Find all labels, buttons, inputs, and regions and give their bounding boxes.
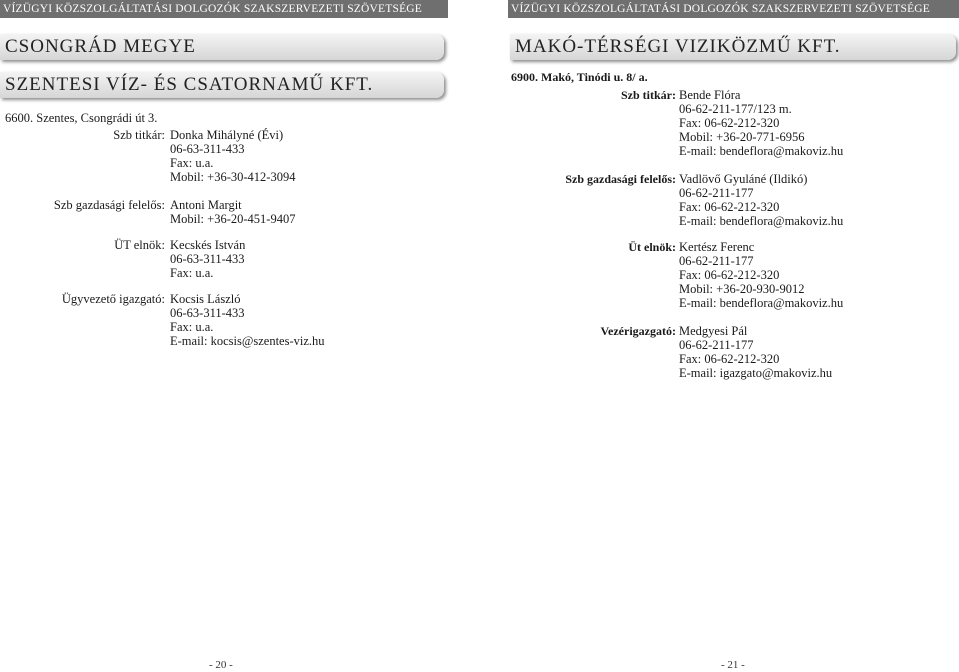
contact-email: E-mail: bendeflora@makoviz.hu [679, 144, 844, 158]
contact-line: Fax: u.a. [170, 156, 214, 170]
contact-role: Szb titkár: [113, 128, 165, 142]
contact-role: Szb gazdasági felelős: [565, 172, 676, 186]
contact-role: Vezérigazgató: [600, 324, 676, 338]
contact-role: Üt elnök: [628, 240, 676, 254]
contact-name: Medgyesi Pál [679, 324, 748, 338]
right-page [508, 0, 959, 672]
contact-name: Bende Flóra [679, 88, 741, 102]
contact-email: E-mail: bendeflora@makoviz.hu [679, 214, 844, 228]
left-page [0, 0, 448, 672]
contact-name: Kertész Ferenc [679, 240, 755, 254]
contact-details [679, 88, 843, 158]
contact-role: Szb gazdasági felelős: [53, 198, 165, 212]
company-title: MAKÓ-TÉRSÉGI VIZIKÖZMŰ KFT. [510, 34, 956, 60]
contact-details [679, 172, 843, 228]
contact-details [170, 238, 245, 280]
contact-line: Fax: 06-62-212-320 [679, 116, 780, 130]
contact-line: 06-63-311-433 [170, 306, 245, 320]
contact-line: 06-62-211-177 [679, 186, 754, 200]
contact-line: Fax: u.a. [170, 320, 214, 334]
company-address: 6600. Szentes, Csongrádi út 3. [5, 111, 158, 125]
contact-line: Fax: 06-62-212-320 [679, 200, 780, 214]
contact-line: Mobil: +36-30-412-3094 [170, 170, 296, 184]
contact-name: Kocsis László [170, 292, 241, 306]
page-number: - 20 - [209, 659, 233, 671]
contact-line: Mobil: +36-20-930-9012 [679, 282, 805, 296]
contact-line: 06-63-311-433 [170, 142, 245, 156]
contact-email: E-mail: kocsis@szentes-viz.hu [170, 334, 325, 348]
contact-name: Donka Mihályné (Évi) [170, 128, 284, 142]
contact-email: E-mail: bendeflora@makoviz.hu [679, 296, 844, 310]
contact-email: E-mail: igazgato@makoviz.hu [679, 366, 833, 380]
contact-line: Fax: u.a. [170, 266, 214, 280]
header-bar: VÍZÜGYI KÖZSZOLGÁLTATÁSI DOLGOZÓK SZAKSZERVEZETI SZÖVETSÉGE [0, 0, 448, 18]
contact-details [170, 128, 295, 184]
contact-role: Szb titkár: [621, 88, 676, 102]
contact-name: Kecskés István [170, 238, 246, 252]
contact-details [679, 240, 843, 310]
contact-role: ÜT elnök: [114, 238, 165, 252]
contact-line: 06-63-311-433 [170, 252, 245, 266]
region-title: CSONGRÁD MEGYE [0, 34, 444, 60]
contact-line: Fax: 06-62-212-320 [679, 268, 780, 282]
contact-line: 06-62-211-177 [679, 254, 754, 268]
contact-role: Ügyvezető igazgató: [61, 292, 165, 306]
contact-line: Mobil: +36-20-771-6956 [679, 130, 805, 144]
contact-line: Mobil: +36-20-451-9407 [170, 212, 296, 226]
header-bar: VÍZÜGYI KÖZSZOLGÁLTATÁSI DOLGOZÓK SZAKSZERVEZETI SZÖVETSÉGE [508, 0, 959, 18]
company-title: SZENTESI VÍZ- ÉS CSATORNAMŰ KFT. [0, 72, 444, 98]
contact-name: Antoni Margit [170, 198, 242, 212]
contact-line: Fax: 06-62-212-320 [679, 352, 780, 366]
contact-line: 06-62-211-177 [679, 338, 754, 352]
page-number: - 21 - [721, 659, 745, 671]
contact-details [170, 292, 325, 348]
contact-details [170, 198, 295, 226]
contact-details [679, 324, 832, 380]
contact-name: Vadlövő Gyuláné (Ildikó) [679, 172, 808, 186]
contact-line: 06-62-211-177/123 m. [679, 102, 792, 116]
company-address: 6900. Makó, Tinódi u. 8/ a. [511, 70, 648, 84]
